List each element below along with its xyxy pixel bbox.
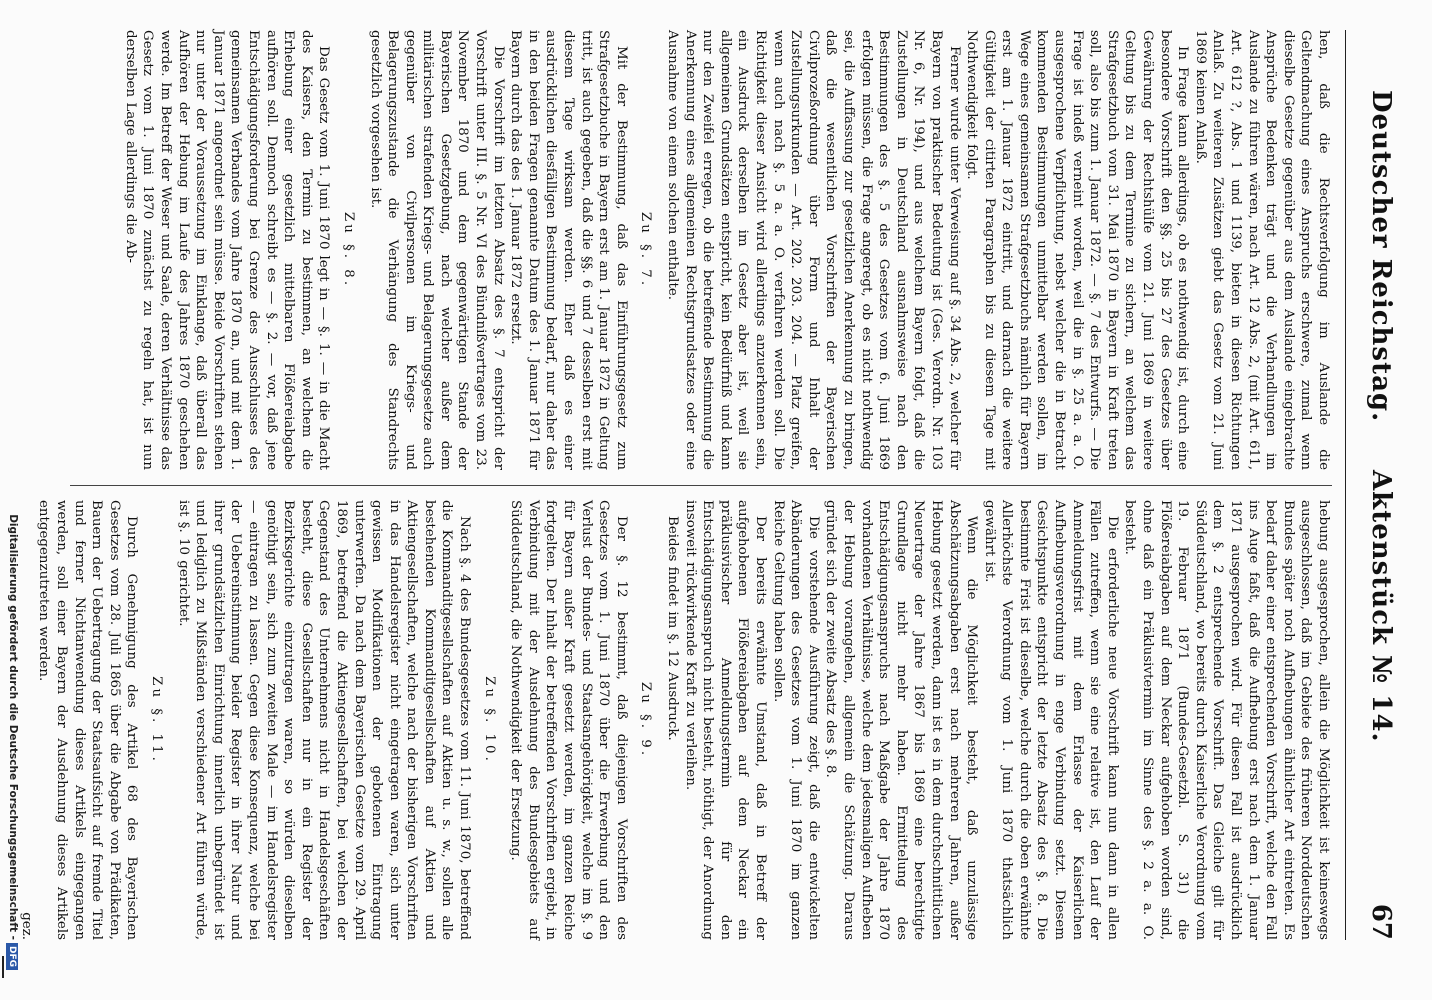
paragraph: Das Gesetz vom 1. Juni 1870 legt in — §. 1. — in die Macht des Kaisers, den Termin zu bestimmen, an welchem die Erhebung einer gesetzlich mittelbaren Flößereiabgabe aufhören soll. Dennoch schreibt es — §. 2. — vor, daß jene Entschädigungsforderung bei Grenze des Ausschlusses des gemeinsamen Verbandes vom Jahre 1870 an, und mit dem 1. Januar 1871 angeordnet sein müsse. Beide Vorschriften stehen nur unter der Voraussetzung im Einklange, daß überall das Aufhören der Hebung im Laufe des Jahres 1870 geschehen werde. Im Betreff der Weser und Saale, deren Verhältnisse das Gesetz vom 1. Juni 1870 zunächst zu regeln hat, ist nun derselben Lage allerdings die Ab-	[122, 30, 332, 470]
page-number: 67	[1366, 903, 1396, 940]
document-number: № 14.	[1366, 655, 1396, 743]
text-column-right	[18, 500, 1332, 940]
page-header	[1356, 30, 1396, 940]
digitization-credit	[6, 0, 19, 1000]
paragraph: Mit der Bestimmung, daß das Einführungsgesetz zum Strafgesetzbuche in Bayern erst am 1. Januar 1872 in Geltung tritt, ist auch gegeben, daß die §§. 6 und 7 desselben erst mit diesem Tage wirksam werden. Eher daß es einer ausdrücklichen diesfälligen Bestimmung bedarf, nur daher das in den beiden Fragen genannte Datum des 1. Januar 1871 für Bayern durch das des 1. Januar 1872 ersetzt.	[508, 30, 629, 470]
header-rule	[1345, 30, 1346, 940]
credit-text: Digitalisierung gefördert durch die Deutsche Forschungsgemeinschaft -	[7, 514, 19, 940]
paragraph: In Frage kann allerdings, ob es nothwendig ist, durch eine besondere Vorschrift den §§. 25 bis 27 des Gesetzes über Gewährung der Rechtshülfe vom 21. Juni 1869 in weitere Geltung bis zu dem Termine zu sichern, an welchem das Strafgesetzbuch vom 31. Mai 1870 in Bayern in Kraft treten soll, also bis zum 1. Januar 1872. — §. 7 des Entwurfs. — Die Frage ist indeß verneint worden, weil die in §. 25 a. a. O. ausgesprochene Verpflichtung, nebst welcher die in Betracht kommenden Bestimmungen unmittelbar werden sollen, im Wege eines gemeinsamen Strafgesetzbuchs nämlich für Bayern erst am 1. Januar 1872 eintritt, und darnach die weitere Gültigkeit der citirten Paragraphen bis zu diesem Tage mit Nothwendigkeit folgt.	[964, 30, 1191, 470]
running-head-left: Deutscher Reichstag.	[1366, 90, 1396, 423]
paragraph: Nach §. 4 des Bundesgesetzes vom 11. Juni 1870, betreffend die Kommanditgesellschaften auf Aktien u. s. w., sollen alle bestehenden Kommanditgesellschaften auf Aktien und Aktiengesellschaften, welche nach der bisherigen Vorschriften in das Handelsregister nicht eingetragen waren, sich unter gewissen Modifikationen der gebotenen Eintragung unterwerfen. Da nach dem Bayerischen Gesetze vom 29. April 1869, betreffend die Aktiengesellschaften, bei welchen der Gegenstand des Unternehmens nicht in Handelsgeschäften besteht, diese Gesellschaften nur in ein Register der Bezirksgerichte einzutragen waren, so würden dieselben genöthigt sein, sich zum zweiten Male — im Handelsregister — eintragen zu lassen. Gegen diese Konsequenz, welche bei der Uebereinstimmung beider Register in ihrer Natur und ihrer grundsätzlichen Einrichtung innerlich unbegründet ist und lediglich zu Mißständen verschiedener Art führen würde, ist §. 10 gerichtet.	[175, 500, 473, 940]
paragraph: Durch Genehmigung des Artikel 68 des Bayerischen Gesetzes vom 28. Juli 1865 über die Abgabe von Prädikaten, Bauern der Uebertragung der Staatsaufsicht auf fremde Titel und ferner Nichtanwendung dieses Artikels eingegangen werden, soll einer Bayern der Ausdehnung dieses Artikels entgegenzutreten werden.	[36, 500, 140, 940]
signature-mark: gez.	[18, 912, 34, 940]
paragraph: Wenn die Möglichkeit besteht, daß unzulässige Abschätzungsabgaben erst nach mehreren Jahren, außer Hebung gesetzt werden, dann ist es in dem durchschnittlichen Neuertrage der Jahre 1867 bis 1869 eine berechtigte Grundlage nicht mehr haben. Ermittelung des Entschädigungsanspruchs nach Maßgabe der Jahre 1870 vorhandenen Verhältnisse, welche dem jedesmaligen Aufheben der Hebung vorangehen, allgemein die Schätzung. Daraus gründet sich der zweite Absatz des §. 8.	[823, 500, 980, 940]
paragraph: hen, daß die Rechtsverfolgung im Auslande die Geltendmachung eines Anspruchs erschwere, zumal wenn dieselbe Gesetze gegenüber aus dem Auslande eingebrachte Ansprüche Bedenken trägt und die Verhandlungen im Auslande zu führen wären, nach Art. 12 Abs. 2, (mit Art. 611, Art. 612 ?, Abs. 1 und 1139, bieten in diesen Richtungen Anlaß. Zu weiteren Zusätzen giebt das Gesetz vom 21. Juni 1869 keinen Anlaß.	[1192, 30, 1331, 470]
scan-artifact	[2, 956, 4, 978]
section-heading: Zu §. 8.	[340, 211, 356, 289]
paragraph: hebung ausgesprochen, allein die Möglichkeit ist keineswegs ausgeschlossen, daß im Gebiete des früheren Norddeutschen Bundes später noch Aufhebungen ähnlicher Art eintreten. Es bedarf daher einer entsprechenden Vorschrift, welche den Fall ins Auge faßt, daß die Aufhebung erst nach dem 1. Januar 1871 ausgesprochen wird. Für diesen Fall ist ausdrücklich dem §. 2 entsprechende Vorschrift. Das Gleiche gilt für Süddeutschland, wo bereits durch Kaiserliche Verordnung vom 19. Februar 1871 (Bundes-Gesetzbl. S. 31) die Flößereiabgaben auf dem Neckar aufgehoben worden sind, ohne daß ein Präklusivtermin im Sinne des §. 2 a. a. O. besteht.	[1122, 500, 1331, 940]
paragraph: Die Vorschrift im letzten Absatz des §. 7 entspricht der Vorschrift unter III. §. 5 Nr. VI des Bündnißvertrages vom 23. November 1870 und dem gegenwärtigen Stande der Bayerischen Gesetzgebung, nach welcher außer dem militärischen strafenden Kriegs- und Belagerungsgesetze auch gegenüber von Civilpersonen im Kriegs- und Belagerungszustande die Verhängung des Standrechts gesetzlich vorgesehen ist.	[367, 30, 506, 470]
paragraph: Die vorstehende Ausführung zeigt, daß die entwickelten Abänderungen des Gesetzes vom 1. Juni 1870 im ganzen Reiche Geltung haben sollen.	[770, 500, 821, 940]
document-type: Aktenstück	[1366, 470, 1396, 646]
text-column-left	[70, 30, 1332, 470]
paragraph: Die erforderliche neue Vorschrift kann nun dann in allen Fällen zutreffen, wenn sie eine relative ist, den Lauf der Anmeldungsfrist mit dem Erlasse der Kaiserlichen Aufhebungsverordnung in enge Verbindung setzt. Diesem Gesichtspunkte entspricht der letzte Absatz des §. 8. Die bestimmte Frist ist dieselbe, welche durch die oben erwähnte Allerhöchste Verordnung vom 1. Juni 1870 thatsächlich gewährt ist.	[981, 500, 1120, 940]
section-heading: Zu §. 7.	[638, 211, 654, 289]
paragraph: Der bereits erwähnte Umstand, daß in Betreff der aufgehobenen Flößereiabgaben auf dem Neckar ein präklusivischer Anmeldungstermin für den Entschädigungsanspruch nicht besteht, nöthigt, der Anordnung insoweit rückwirkende Kraft zu verleihen.	[682, 500, 768, 940]
dfg-logo: DFG	[6, 943, 18, 970]
paragraph: Der §. 12 bestimmt, daß diejenigen Vorschriften des Gesetzes vom 1. Juni 1870 über die Erwerbung und den Verlust der Bundes- und Staatsangehörigkeit, welche im §. 9 für Bayern außer Kraft gesetzt werden, im ganzen Reiche fortgelten. Der Inhalt der betreffenden Vorschriften ergiebt, in Verbindung mit der Ausdehnung des Bundesgebiets auf Süddeutschland, die Nothwendigkeit der Ersetzung.	[508, 500, 629, 940]
paragraph: Ferner wurde unter Verweisung auf §. 34 Abs. 2, welcher für Bayern von praktischer Bedeutung ist (Ges. Verordn. Nr. 103 Nr. 6, Nr. 194), und aus welchem Bayern folgt, daß die Zustellungen in Deutschland ausnahmsweise nach den Bestimmungen des §. 5 des Gesetzes vom 6. Juni 1869 erfolgen müssen, die Frage angeregt, ob es nicht nothwendig sei, die Auffassung zur gesetzlichen Anerkennung zu bringen, daß die wesentlichen Vorschriften der Bayerischen Civilprozeßordnung über Form und Inhalt der Zustellungsurkunden — Art. 202. 203. 204. — Platz greifen, wenn auch nach §. 5 a. a. O. verfahren werden soll. Die Richtigkeit dieser Ansicht wird allerdings anzuerkennen sein, ein Ausdruck derselben im Gesetz aber ist, weil sie allgemeinen Grundsätzen entspricht, kein Bedürfniß und kann nur den Zweifel erregen, ob die betreffende Bestimmung die Anerkennung eines allgemeinen Rechtsgrundsatzes oder eine Ausnahme von einem solchen enthalte.	[665, 30, 962, 470]
section-heading: Zu §. 11.	[149, 676, 164, 764]
section-heading: Zu §. 10.	[481, 676, 497, 764]
column-divider	[70, 485, 1332, 486]
section-heading: Zu §. 9.	[638, 681, 654, 759]
running-head-middle	[1366, 470, 1396, 743]
paragraph: Beides findet im §. 12 Ausdruck.	[665, 516, 681, 741]
